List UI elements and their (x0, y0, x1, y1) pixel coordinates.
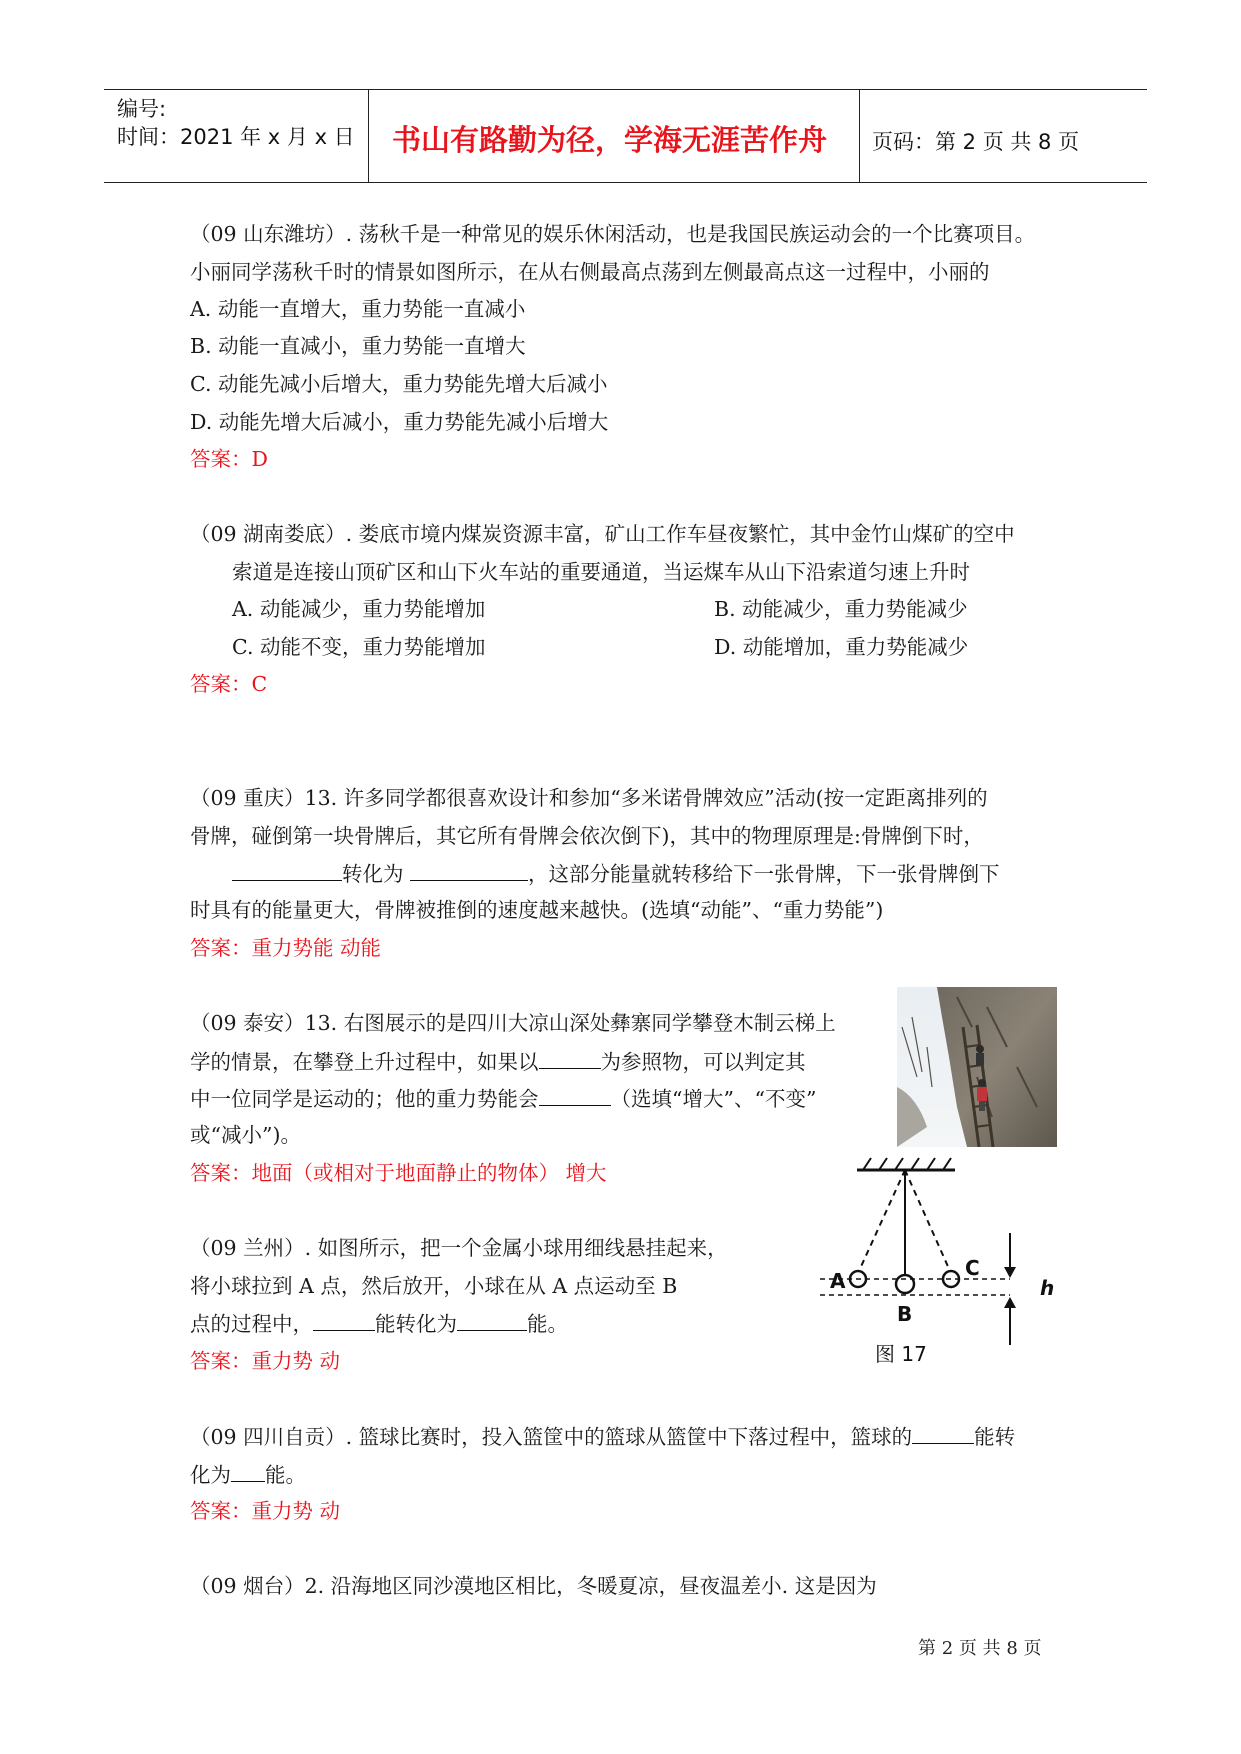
q3-line3-text-a: 转化为 (342, 862, 404, 886)
q3-stem-line3 (232, 860, 1000, 887)
label-a: A (830, 1269, 846, 1293)
q5-line3-text-c: 能。 (527, 1312, 568, 1336)
cliff-ladder-photo (897, 987, 1057, 1147)
figure-caption: 图 17 (875, 1342, 927, 1366)
q2-option-b: B. 动能减少，重力势能减少 (714, 597, 968, 621)
label-c: C (965, 1256, 980, 1280)
q5-blank-1[interactable] (313, 1310, 375, 1331)
q5-line3-text-a: 点的过程中， (190, 1312, 313, 1336)
q5-line3-text-b: 能转化为 (375, 1312, 457, 1336)
q1-option-b: B. 动能一直减小，重力势能一直增大 (190, 334, 526, 358)
q6-line2-text-b: 能。 (265, 1463, 306, 1487)
q2-option-c: C. 动能不变，重力势能增加 (232, 635, 486, 659)
q5-answer: 答案：重力势 动 (190, 1349, 341, 1373)
q1-stem-line2: 小丽同学荡秋千时的情景如图所示，在从右侧最高点荡到左侧最高点这一过程中，小丽的 (190, 260, 990, 284)
q2-stem-line2: 索道是连接山顶矿区和山下火车站的重要通道，当运煤车从山下沿索道匀速上升时 (232, 560, 970, 584)
q1-option-c: C. 动能先减小后增大，重力势能先增大后减小 (190, 372, 608, 396)
label-b: B (897, 1302, 913, 1326)
header-divider-left (368, 89, 369, 182)
q6-stem-line2 (190, 1461, 306, 1488)
q6-answer: 答案：重力势 动 (190, 1499, 341, 1523)
q1-answer: 答案：D (190, 447, 268, 471)
q4-answer: 答案：地面（或相对于地面静止的物体） 增大 (190, 1161, 607, 1185)
q2-option-a: A. 动能减少，重力势能增加 (232, 597, 486, 621)
q5-blank-2[interactable] (457, 1310, 527, 1331)
q7-stem-line1: （09 烟台）2. 沿海地区同沙漠地区相比，冬暖夏凉，昼夜温差小. 这是因为 (190, 1574, 877, 1598)
q4-line2-text-b: 为参照物，可以判定其 (600, 1050, 806, 1074)
header-top-rule (104, 89, 1147, 90)
q1-option-a: A. 动能一直增大，重力势能一直减小 (190, 297, 526, 321)
header-divider-right (859, 89, 860, 182)
q6-blank-1[interactable] (912, 1423, 974, 1444)
q4-blank-2[interactable] (539, 1085, 611, 1106)
header-page-label: 页码：第 2 页 共 8 页 (872, 130, 1080, 154)
q3-stem-line1: （09 重庆）13. 许多同学都很喜欢设计和参加“多米诺骨牌效应”活动(按一定距离排列的 (190, 786, 988, 810)
q6-stem-line1 (190, 1423, 1015, 1450)
q6-line2-text-a: 化为 (190, 1463, 231, 1487)
date-label: 时间：2021 年 x 月 x 日 (117, 125, 355, 149)
q3-line3-text-b: ，这部分能量就转移给下一张骨牌，下一张骨牌倒下 (528, 862, 1000, 886)
q4-line2-text-a: 学的情景，在攀登上升过程中，如果以 (190, 1050, 539, 1074)
q4-stem-line2 (190, 1048, 806, 1075)
q3-stem-line4: 时具有的能量更大，骨牌被推倒的速度越来越快。(选填“动能”、“重力势能”) (190, 898, 884, 922)
q6-line1-text-a: （09 四川自贡）. 篮球比赛时，投入篮筐中的篮球从篮筐中下落过程中，篮球的 (190, 1425, 913, 1449)
q4-line3-text-b: （选填“增大”、“不变” (610, 1087, 817, 1111)
q3-blank-1[interactable] (232, 860, 342, 881)
q3-stem-line2: 骨牌，碰倒第一块骨牌后，其它所有骨牌会依次倒下)，其中的物理原理是:骨牌倒下时， (190, 824, 984, 848)
q1-option-d: D. 动能先增大后减小，重力势能先减小后增大 (190, 410, 609, 434)
pendulum-figure (815, 1155, 1060, 1370)
q4-stem-line3 (190, 1085, 816, 1112)
q4-line3-text-a: 中一位同学是运动的；他的重力势能会 (190, 1087, 539, 1111)
q2-stem-line1: （09 湖南娄底）. 娄底市境内煤炭资源丰富，矿山工作车昼夜繁忙，其中金竹山煤矿的空中 (190, 522, 1015, 546)
label-h: h (1040, 1276, 1055, 1300)
q2-option-d: D. 动能增加，重力势能减少 (714, 635, 969, 659)
q4-stem-line4: 或“减小”)。 (190, 1123, 301, 1147)
q3-answer: 答案：重力势能 动能 (190, 936, 382, 960)
footer-page-number: 第 2 页 共 8 页 (918, 1638, 1042, 1659)
q4-blank-1[interactable] (539, 1048, 601, 1069)
header-bottom-rule (104, 182, 1147, 183)
q5-stem-line1: （09 兰州）. 如图所示，把一个金属小球用细线悬挂起来， (190, 1236, 728, 1260)
q1-stem-line1: （09 山东潍坊）. 荡秋千是一种常见的娱乐休闲活动，也是我国民族运动会的一个比赛项目。 (190, 222, 1036, 246)
q6-line1-text-b: 能转 (974, 1425, 1016, 1449)
q6-blank-2[interactable] (231, 1461, 265, 1482)
q2-answer: 答案：C (190, 672, 268, 696)
q4-stem-line1: （09 泰安）13. 右图展示的是四川大凉山深处彝寨同学攀登木制云梯上 (190, 1011, 836, 1035)
q3-blank-2[interactable] (410, 860, 528, 881)
header-motto: 书山有路勤为径，学海无涯苦作舟 (392, 123, 828, 157)
ball-b (896, 1275, 914, 1293)
serial-number-label: 编号: (117, 97, 167, 121)
q5-stem-line3 (190, 1310, 568, 1337)
q5-stem-line2: 将小球拉到 A 点，然后放开，小球在从 A 点运动至 B (190, 1274, 678, 1298)
